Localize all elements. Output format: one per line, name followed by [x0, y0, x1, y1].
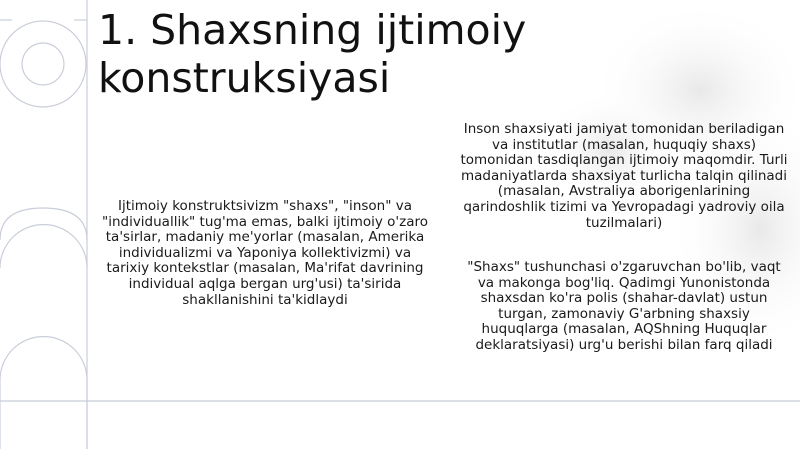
arch-shape — [0, 225, 87, 269]
right-paragraph-2: "Shaxs" tushunchasi o'zgaruvchan bo'lib, vaqt va makonga bog'liq. Qadimgi Yunonistonda shaxsdan ko'ra polis (shahar-davlat) ustun turgan, zamonaviy G'arbning shaxsiy huquqlarga (masalan, AQShning Huquqlar deklaratsiyasi) urg'u berishi bilan farq qiladi — [467, 259, 781, 353]
arch-shape — [0, 337, 87, 449]
left-paragraph: Ijtimoiy konstruktsivizm "shaxs", "inson" va "individuallik" tug'ma emas, balki ijtimoiy o'zaro ta'sirlar, madaniy me'yorlar (masalan, Amerika individualizmi va Yaponiya kollektivizmi) va tarixiy kontekstlar (masalan, Ma'rifat davrining individual aqlga bergan urg'usi) ta'sirida shakllanishini ta'kidlaydi — [101, 198, 429, 308]
title-line: 1. Shaxsning ijtimoiy — [98, 6, 527, 54]
right-paragraph-1: Inson shaxsiyati jamiyat tomonidan beriladigan va institutlar (masalan, huquqiy shaxs) tomonidan tasdiqlangan ijtimoiy maqomdir. Turli madaniyatlarda shaxsiyat turlicha talqin qilinadi (masalan, Avstraliya aborigenlarining qarindoshlik tizimi va Yevropadagi yadroviy oila tuzilmalari) — [460, 121, 788, 231]
title-line: konstruksiyasi — [98, 54, 391, 102]
inner-circle — [22, 43, 64, 85]
slide-title — [98, 6, 778, 102]
outer-circle — [0, 21, 86, 107]
